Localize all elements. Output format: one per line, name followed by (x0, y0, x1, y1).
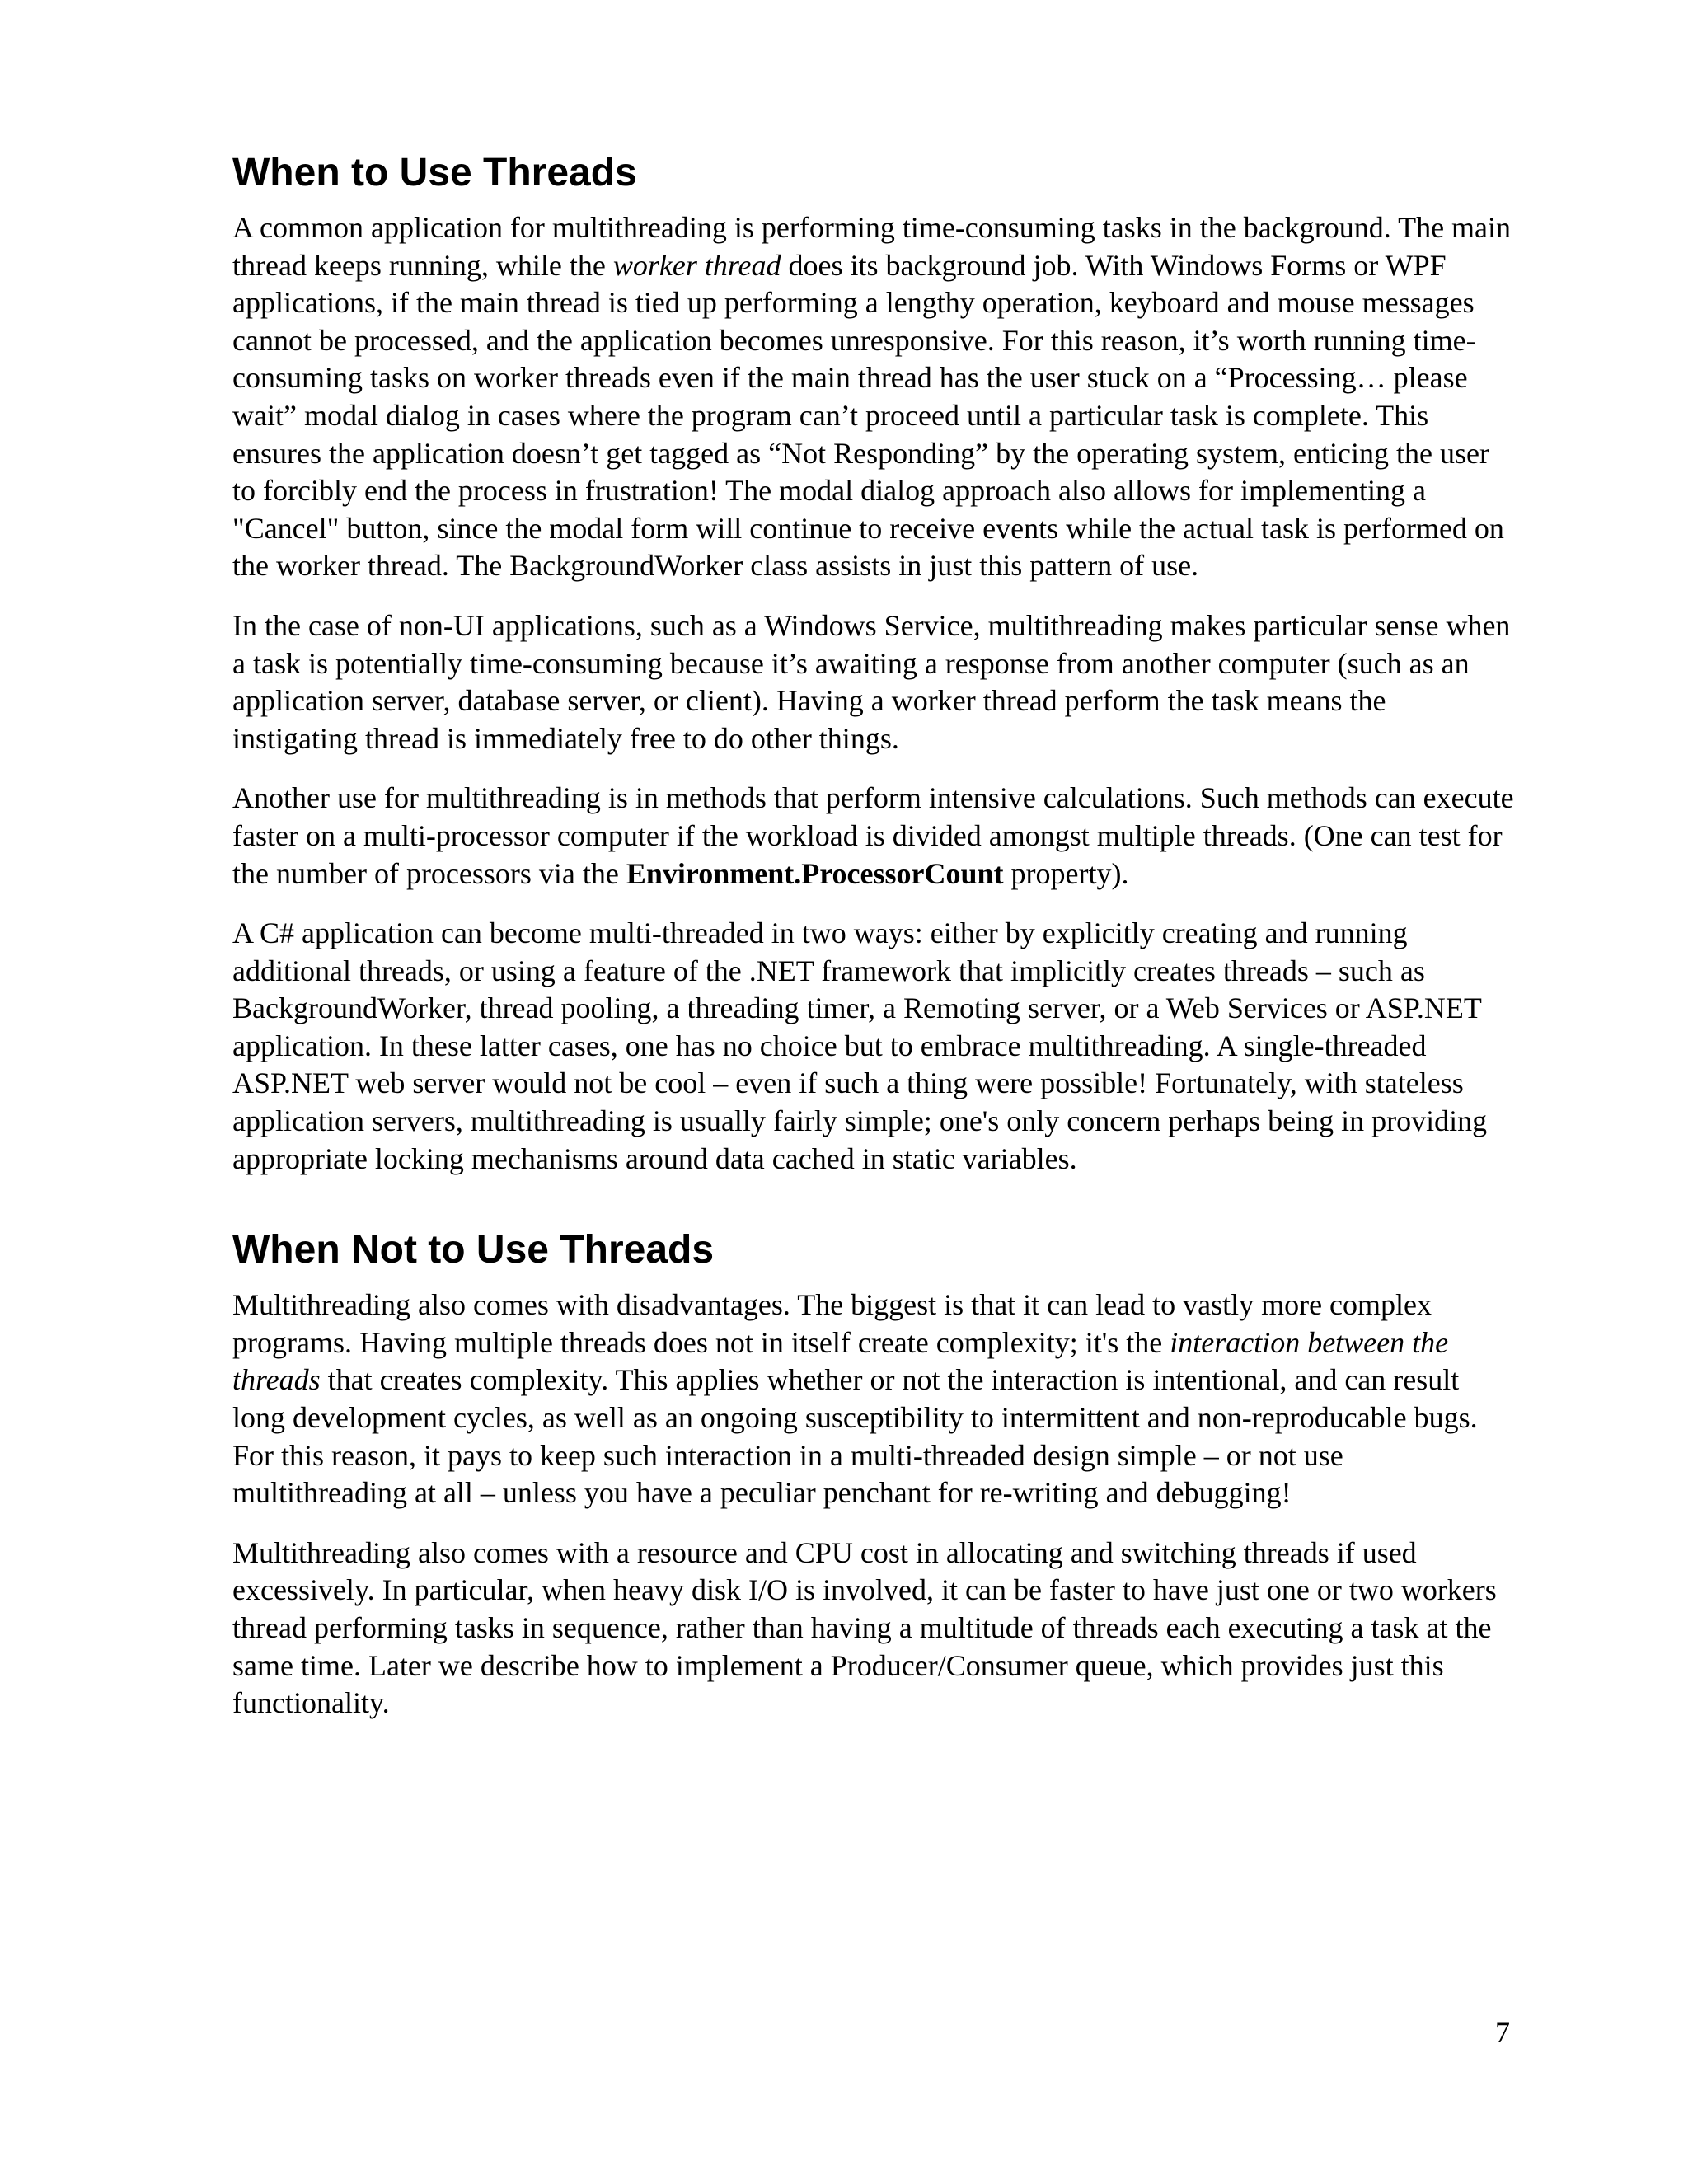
paragraph-text: that creates complexity. This applies whether or not the interaction is intentional, and can result long development cycles, as well as an ongoing susceptibility to intermittent and non-reproducable bugs. For this reason, it pays to keep such interaction in a multi-threaded design simple – or not use multithreading at all – unless you have a peculiar penchant for re-writing and debugging! (232, 1363, 1478, 1510)
paragraph-text: property). (1003, 856, 1129, 890)
page-number: 7 (1495, 2016, 1510, 2049)
bold-processor-count: Environment.ProcessorCount (626, 856, 1004, 890)
emphasis-interaction-between-threads: interaction between the threads (232, 1325, 1449, 1397)
section-heading-when-not-to-use-threads: When Not to Use Threads (232, 1228, 715, 1272)
paragraph-background-tasks (232, 209, 1518, 585)
document-page (232, 148, 1518, 1745)
paragraph-disadvantages (232, 1286, 1518, 1512)
paragraph-text: Multithreading also comes with disadvantages. The biggest is that it can lead to vastly more complex programs. Having multiple threads does not in itself create complexity; it's the (232, 1288, 1432, 1359)
paragraph-text: does its background job. With Windows Forms or WPF applications, if the main thread is tied up performing a lengthy operation, keyboard and mouse messages cannot be processed, and the application becomes unresponsive. For this reason, it’s worth running time-consuming tasks on worker threads even if the main thread has the user stuck on a “Processing… please wait” modal dialog in cases where the program can’t proceed until a particular task is complete. This ensures the application doesn’t get tagged as “Not Responding” by the operating system, enticing the user to forcibly end the process in frustration! The modal dialog approach also allows for implementing a "Cancel" button, since the modal form will continue to receive events while the actual task is performed on the worker thread. The BackgroundWorker class assists in just this pattern of use. (232, 248, 1504, 583)
section-heading-when-to-use-threads: When to Use Threads (232, 151, 637, 194)
paragraph-text: Another use for multithreading is in methods that perform intensive calculations. Such methods can execute faster on a multi-processor computer if the workload is divided amongst multiple threads. (One can test for the number of processors via the (232, 781, 1514, 890)
paragraph-csharp-multithreaded: A C# application can become multi-threaded in two ways: either by explicitly creating and running additional threads, or using a feature of the .NET framework that implicitly creates threads – such as BackgroundWorker, thread pooling, a threading timer, a Remoting server, or a Web Services or ASP.NET application. In these latter cases, one has no choice but to embrace multithreading. A single-threaded ASP.NET web server would not be cool – even if such a thing were possible! Fortunately, with stateless application servers, multithreading is usually fairly simple; one's only concern perhaps being in providing appropriate locking mechanisms around data cached in static variables. (232, 916, 1488, 1175)
paragraph-resource-cost: Multithreading also comes with a resource and CPU cost in allocating and switching threads if used excessively. In particular, when heavy disk I/O is involved, it can be faster to have just one or two workers thread performing tasks in sequence, rather than having a multitude of threads each executing a task at the same time. Later we describe how to implement a Producer/Consumer queue, which provides just this functionality. (232, 1535, 1497, 1720)
paragraph-intensive-calculations (232, 780, 1518, 893)
paragraph-non-ui-applications: In the case of non-UI applications, such as a Windows Service, multithreading makes particular sense when a task is potentially time-consuming because it’s awaiting a response from another computer (such as an application server, database server, or client). Having a worker thread perform the task means the instigating thread is immediately free to do other things. (232, 608, 1511, 755)
emphasis-worker-thread: worker thread (612, 248, 781, 282)
paragraph-text: A common application for multithreading is performing time-consuming tasks in the background. The main thread keeps running, while the (232, 211, 1512, 282)
